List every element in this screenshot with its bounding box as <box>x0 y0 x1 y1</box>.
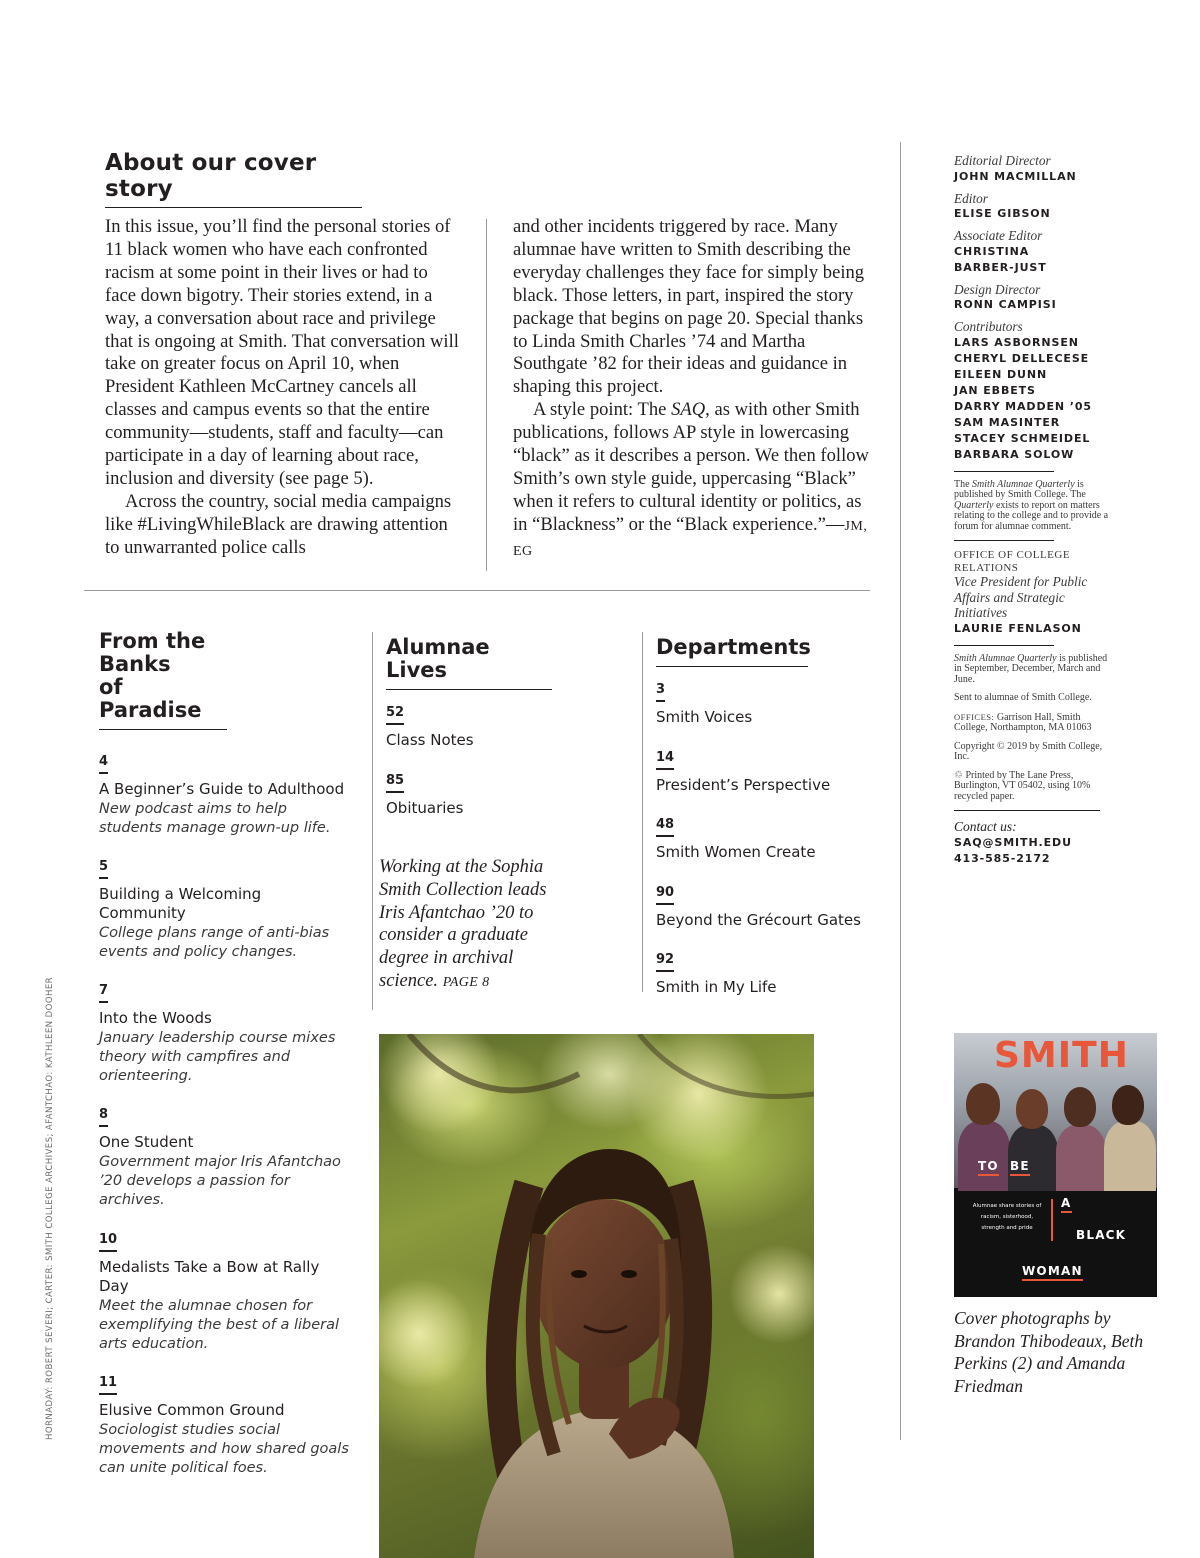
masthead-name: JAN EBBETS <box>954 383 1036 397</box>
publication-schedule: Smith Alumnae Quarterly is published in September, December, March and June. <box>954 652 1108 685</box>
caption-page-ref: PAGE 8 <box>442 974 490 990</box>
about-column-2 <box>513 216 870 571</box>
toc-heading: From the Banks of Paradise <box>99 630 227 730</box>
about-paragraph: and other incidents triggered by race. Many alumnae have written to Smith describing the everyday challenges they face for simply being black. Those letters, in part, inspired the story package that begins on page 20. Special thanks to Linda Smith Charles ’74 and Martha Southgate ’82 for their ideas and guidance in shaping this project. <box>513 216 865 398</box>
toc-page-number: 11 <box>99 1376 117 1395</box>
toc-title: Into the Woods <box>99 1009 212 1028</box>
toc-title: Smith Voices <box>656 708 753 726</box>
masthead-rule <box>954 645 1054 646</box>
masthead-role: Contributors <box>954 319 1023 334</box>
toc-page-number: 10 <box>99 1233 117 1252</box>
toc-departments <box>642 632 887 996</box>
toc-title: President’s Perspective <box>656 775 831 794</box>
toc-description: January leadership course mixes theory with campfires and orienteering. <box>99 1029 336 1085</box>
sidebar-divider <box>900 142 901 1440</box>
masthead-name: JOHN MACMILLAN <box>954 169 1077 183</box>
masthead-group <box>954 319 1114 463</box>
cover-logo: SMITH <box>994 1035 1129 1076</box>
toc-description: New podcast aims to help students manage grown-up life. <box>99 800 331 836</box>
contact-label: Contact us: <box>954 819 1017 834</box>
masthead-rule <box>954 540 1054 541</box>
masthead-group <box>954 153 1114 185</box>
cover-headline-woman: WOMAN <box>1022 1264 1083 1281</box>
toc-entry[interactable] <box>99 1105 349 1210</box>
sent-to: Sent to alumnae of Smith College. <box>954 692 1092 703</box>
toc-page-number: 3 <box>656 683 665 702</box>
toc-page-number: 90 <box>656 886 674 905</box>
office-label: OFFICE OF COLLEGE RELATIONS <box>954 549 1071 574</box>
toc-page-number: 8 <box>99 1108 108 1127</box>
toc-entry[interactable] <box>656 815 887 863</box>
toc-entry[interactable] <box>656 883 887 931</box>
cover-headline-be: BE <box>1010 1159 1030 1176</box>
toc-heading: Departments <box>656 632 808 667</box>
photo-credit: HORNADAY: ROBERT SEVERI; CARTER: SMITH COLLEGE ARCHIVES; AFANTCHAO: KATHLEEN DOOHER <box>45 976 55 1440</box>
toc-page-number: 48 <box>656 818 674 837</box>
masthead-name: EILEEN DUNN <box>954 367 1048 381</box>
portrait-illustration <box>379 1034 814 1558</box>
cover-accent-rule <box>1051 1199 1053 1241</box>
cover-headline-to: TO <box>978 1159 999 1176</box>
masthead-name: RONN CAMPISI <box>954 298 1057 311</box>
section-divider <box>84 590 870 591</box>
toc-title: Beyond the Grécourt Gates <box>656 910 861 929</box>
masthead-role: Associate Editor <box>954 228 1043 243</box>
toc-page-number: 85 <box>386 774 404 793</box>
copyright: Copyright © 2019 by Smith College, Inc. <box>954 740 1103 762</box>
masthead-roles <box>954 153 1114 463</box>
toc-entry[interactable] <box>99 1230 349 1355</box>
masthead-rule <box>954 810 1100 811</box>
contact-phone: 413-585-2172 <box>954 852 1051 865</box>
toc-entry[interactable] <box>99 1373 349 1478</box>
masthead-name: SAM MASINTER <box>954 415 1061 429</box>
toc-page-number: 7 <box>99 984 108 1003</box>
toc-entry[interactable] <box>386 771 627 819</box>
vp-role: Vice President for Public Affairs and Strategic Initiatives <box>954 574 1088 620</box>
cover-headline-a: A <box>1061 1196 1072 1213</box>
masthead-name: CHRISTINA <box>954 244 1030 258</box>
contact-email[interactable]: SAQ@SMITH.EDU <box>954 836 1072 849</box>
toc-page-number: 52 <box>386 706 404 725</box>
cover-credit: Cover photographs by Brandon Thibodeaux, Beth Perkins (2) and Amanda Friedman <box>954 1308 1144 1396</box>
about-column-1 <box>105 216 462 571</box>
toc-entry[interactable] <box>386 703 627 751</box>
masthead-name: BARBER-JUST <box>954 260 1047 274</box>
masthead-name: LARS ASBORNSEN <box>954 335 1079 349</box>
masthead-name: BARBARA SOLOW <box>954 447 1075 461</box>
toc-title: One Student <box>99 1133 194 1152</box>
masthead-name: STACEY SCHMEIDEL <box>954 431 1091 445</box>
toc-page-number: 5 <box>99 860 108 879</box>
cover-subhead: Alumnae share stories of racism, sisterhood, strength and pride <box>972 1203 1042 1231</box>
about-paragraph: In this issue, you’ll find the personal stories of 11 black women who have each confronted racism at some point in their lives or had to face down bigotry. Their stories extend, in a way, a conversation about race and privilege that is ongoing at Smith. That conversation will take on greater focus on April 10, when President Kathleen McCartney cancels all classes and campus events so that the entire community—students, staff and faculty—can participate in a day of learning about race, inclusion and diversity (see page 5). <box>105 216 459 489</box>
signoff: JM, EG <box>513 518 868 559</box>
cover-headline-black: BLACK <box>1076 1228 1127 1242</box>
masthead-group <box>954 282 1114 314</box>
masthead-group <box>954 228 1114 276</box>
saq-title: SAQ <box>671 399 706 421</box>
toc-list <box>656 680 887 998</box>
toc-title: Class Notes <box>386 731 474 749</box>
toc-page-number: 4 <box>99 755 108 774</box>
toc-entry[interactable] <box>656 680 887 728</box>
masthead <box>954 153 1114 867</box>
toc-description: College plans range of anti-bias events and policy changes. <box>99 924 330 961</box>
toc-title: Medalists Take a Bow at Rally Day <box>99 1257 320 1296</box>
toc-list <box>386 703 627 818</box>
toc-entry[interactable] <box>656 748 887 796</box>
about-paragraph: A style point: The SAQ, as with other Smith publications, follows AP style in lowercasing “black” as it describes a person. We then follow Smith’s own style guide, uppercasing “Black” when it refers to cultural identity or politics, as in “Blackness” or the “Black experience.”—JM, EG <box>513 399 869 559</box>
photo-caption: Working at the Sophia Smith Collection leads Iris Afantchao ’20 to consider a graduate degree in archival science. PAGE 8 <box>379 857 547 991</box>
masthead-role: Editor <box>954 190 988 206</box>
toc-title: Building a Welcoming Community <box>99 884 262 923</box>
toc-list <box>99 752 349 1478</box>
toc-title: Smith in My Life <box>656 978 777 996</box>
masthead-rule <box>954 471 1054 472</box>
about-cover-story <box>105 150 870 571</box>
toc-page-number: 92 <box>656 953 674 972</box>
toc-entry[interactable] <box>99 981 349 1086</box>
cover-thumbnail <box>954 1033 1157 1297</box>
toc-title: Elusive Common Ground <box>99 1401 285 1420</box>
masthead-role: Design Director <box>954 281 1041 297</box>
masthead-name: DARRY MADDEN ’05 <box>954 399 1092 413</box>
masthead-about: The Smith Alumnae Quarterly is published by Smith College. The Quarterly exists to report on matters relating to the college and to provide a forum for alumnae comment. <box>954 478 1109 532</box>
toc-description: Sociologist studies social movements and how shared goals can unite political foes. <box>99 1421 349 1477</box>
toc-description: Government major Iris Afantchao ’20 develops a passion for archives. <box>99 1153 341 1209</box>
offices-address: OFFICES: Garrison Hall, Smith College, Northampton, MA 01063 <box>954 711 1092 733</box>
vp-name: LAURIE FENLASON <box>954 621 1082 635</box>
toc-entry[interactable] <box>99 752 349 838</box>
masthead-name: CHERYL DELLECESE <box>954 351 1090 365</box>
toc-entry[interactable] <box>99 857 349 962</box>
toc-banks-of-paradise <box>99 630 349 1478</box>
toc-page-number: 14 <box>656 751 674 770</box>
toc-title: Obituaries <box>386 798 464 817</box>
toc-description: Meet the alumnae chosen for exemplifying the best of a liberal arts education. <box>99 1297 340 1352</box>
toc-entry[interactable] <box>656 950 887 998</box>
about-heading: About our cover story <box>105 150 362 208</box>
masthead-role: Editorial Director <box>954 153 1051 168</box>
toc-heading: Alumnae Lives <box>386 632 552 690</box>
masthead-group <box>954 191 1114 223</box>
student-portrait-photo <box>379 1034 814 1558</box>
printer: ♲ Printed by The Lane Press, Burlington, VT 05402, using 10% recycled paper. <box>954 769 1091 802</box>
column-divider <box>486 219 487 571</box>
toc-title: Smith Women Create <box>656 843 816 861</box>
about-paragraph: Across the country, social media campaigns like #LivingWhileBlack are drawing attention to unwarranted police calls <box>105 490 452 558</box>
masthead-name: ELISE GIBSON <box>954 207 1051 220</box>
toc-title: A Beginner’s Guide to Adulthood <box>99 780 345 798</box>
